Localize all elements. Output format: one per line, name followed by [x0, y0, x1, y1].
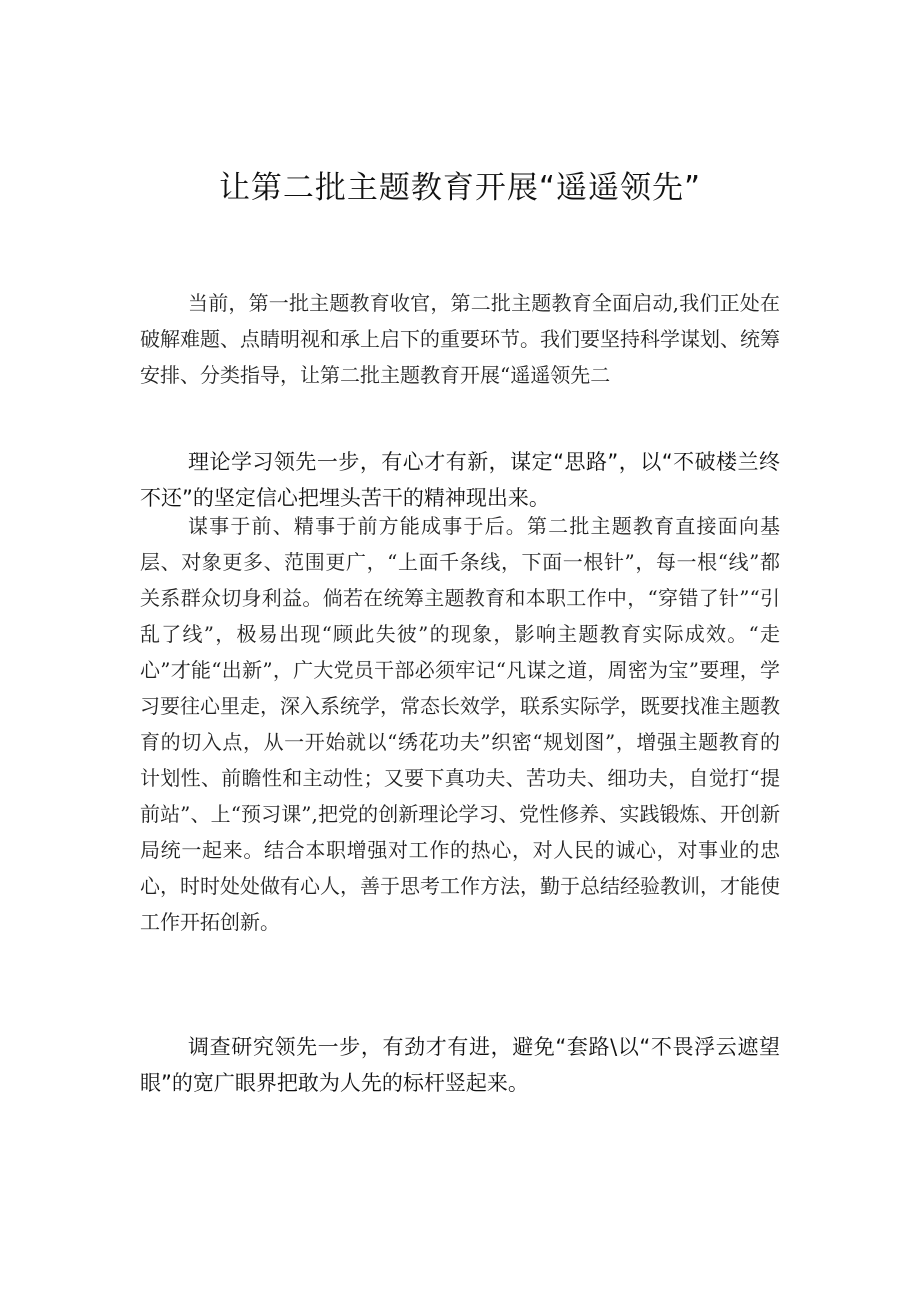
body-paragraph-1: 谋事于前、精事于前方能成事于后。第二批主题教育直接面向基层、对象更多、范围更广，“上面千条线，下面一根针”，每一根“线”都关系群众切身利益。倘若在统筹主题教育和本职工作中，“穿错了针”“引乱了线”，极易出现“顾此失彼”的现象，影响主题教育实际成效。“走心”才能“出新”，广大党员干部必须牢记“凡谋之道，周密为宝”要理，学习要往心里走，深入系统学，常态长效学，联系实际学，既要找准主题教育的切入点，从一开始就以“绣花功夫”织密“规划图”，增强主题教育的计划性、前瞻性和主动性；又要下真功夫、苦功夫、细功夫，自觉打“提前站”、上“预习课”,把党的创新理论学习、党性修养、实践锻炼、开创新局统一起来。结合本职增强对工作的热心，对人民的诚心，对事业的忠心，时时处处做有心人，善于思考工作方法，勤于总结经验教训，才能使工作开拓创新。 — [140, 514, 780, 934]
document-title: 让第二批主题教育开展“遥遥领先” — [218, 170, 702, 206]
intro-paragraph: 当前，第一批主题教育收官，第二批主题教育全面启动,我们正处在破解难题、点睛明视和承上启下的重要环节。我们要坚持科学谋划、统筹安排、分类指导，让第二批主题教育开展“遥遥领先二 — [140, 291, 780, 387]
section-heading-1: 理论学习领先一步，有心才有新，谋定“思路”，以“不破楼兰终不还”的坚定信心把埋头苦干的精神现出来。 — [140, 450, 780, 510]
section-heading-2: 调查研究领先一步，有劲才有进，避免“套路\以“不畏浮云遮望眼”的宽广眼界把敢为人先的标杆竖起来。 — [140, 1035, 780, 1095]
